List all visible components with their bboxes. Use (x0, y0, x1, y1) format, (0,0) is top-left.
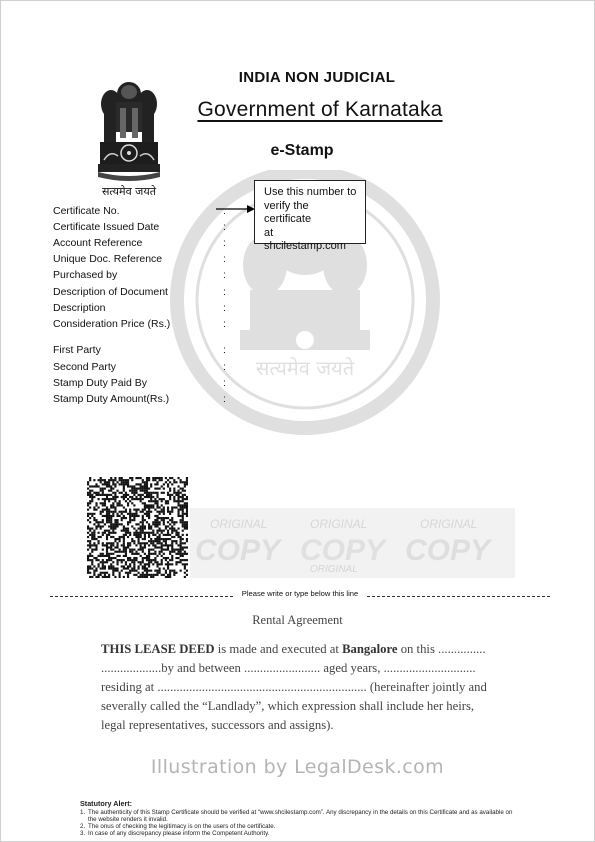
callout-line-3: at shcilestamp.com (264, 226, 346, 252)
alert-item (80, 830, 520, 837)
alert-item-text: The onus of checking the legitimacy is on the users of the certificate. (88, 823, 276, 831)
alert-item-text: In case of any discrepancy please inform the Competent Authority. (88, 830, 270, 838)
statutory-alert (80, 800, 520, 837)
copy-text: COPY (300, 534, 386, 567)
field-colon: : (223, 269, 226, 281)
field-label-unique-doc-reference: Unique Doc. Reference (53, 253, 163, 265)
separator-dash-right (367, 596, 550, 597)
watermark-motto: सत्यमेव जयते (255, 356, 355, 380)
original-text: ORIGINAL (420, 517, 478, 531)
document-title: Rental Agreement (252, 613, 343, 627)
field-label-stamp-duty-amount: Stamp Duty Amount(Rs.) (53, 393, 170, 405)
field-label-issued-date: Certificate Issued Date (53, 221, 160, 233)
alert-item-number: 3. (80, 830, 86, 838)
write-below-separator (50, 589, 550, 603)
field-colon: : (223, 393, 226, 405)
original-text: ORIGINAL (210, 517, 268, 531)
field-label-description: Description (53, 302, 106, 314)
field-colon: : (223, 253, 226, 265)
header-estamp: e-Stamp (270, 142, 334, 159)
city-text: Bangalore (342, 642, 398, 656)
copy-text: COPY (405, 534, 491, 567)
field-colon: : (223, 361, 226, 373)
field-colon: : (223, 221, 226, 233)
original-text: ORIGINAL (310, 517, 368, 531)
field-colon: : (223, 205, 226, 217)
statutory-alert-heading: Statutory Alert: (80, 799, 133, 808)
field-colon: : (223, 344, 226, 356)
field-colon: : (223, 237, 226, 249)
field-label-first-party: First Party (53, 344, 101, 356)
original-text: ORIGINAL (310, 564, 358, 575)
body-line-5: legal representatives, successors and assigns). (101, 718, 334, 732)
callout-line-1: Use this number to (264, 186, 357, 198)
alert-item (80, 809, 520, 823)
national-emblem-icon (90, 72, 168, 192)
body-line-2: ...................by and between ........................ aged years, ............................. (101, 661, 476, 675)
emblem-motto: सत्यमेव जयते (101, 185, 156, 198)
body-line-1 (101, 640, 491, 659)
alert-item-text: The authenticity of this Stamp Certificate should be verified at “www.shcilestamp.com”. Any discrepancy in the details on this Certificate and as available on the website renders it invalid. (88, 809, 513, 824)
verify-callout-box (254, 180, 366, 252)
body-text-1: is made and executed at (214, 642, 343, 656)
field-label-consideration-price: Consideration Price (Rs.) (53, 318, 171, 330)
field-label-description-of-document: Description of Document (53, 286, 168, 298)
document-body (101, 640, 491, 735)
separator-text: Please write or type below this line (233, 589, 367, 598)
field-colon: : (223, 377, 226, 389)
copy-original-watermark (190, 508, 515, 578)
alert-item (80, 823, 520, 830)
field-label-stamp-duty-paid-by: Stamp Duty Paid By (53, 377, 147, 389)
field-label-account-reference: Account Reference (53, 237, 143, 249)
separator-dash-left (50, 596, 233, 597)
illustration-credit: Illustration by LegalDesk.com (150, 756, 445, 778)
field-colon: : (223, 286, 226, 298)
body-text-2: on this ............... (397, 642, 486, 656)
body-line-4: severally called the “Landlady”, which expression shall include her heirs, (101, 699, 475, 713)
qr-code (87, 477, 188, 578)
field-label-certificate-no: Certificate No. (53, 205, 120, 217)
callout-line-2: verify the certificate (264, 199, 312, 225)
alert-item-number: 2. (80, 823, 86, 831)
header-india-non-judicial: INDIA NON JUDICIAL (238, 69, 396, 86)
copy-text: COPY (195, 534, 281, 567)
body-line-3: residing at .................................................................. (hereinafter jointly and (101, 680, 487, 694)
field-colon: : (223, 318, 226, 330)
arrow-right-icon (216, 204, 256, 214)
header-government-title: Government of Karnataka (197, 98, 443, 121)
field-colon: : (223, 302, 226, 314)
field-label-purchased-by: Purchased by (53, 269, 118, 281)
field-label-second-party: Second Party (53, 361, 117, 373)
alert-item-number: 1. (80, 809, 86, 817)
lead-bold-text: THIS LEASE DEED (101, 642, 215, 656)
